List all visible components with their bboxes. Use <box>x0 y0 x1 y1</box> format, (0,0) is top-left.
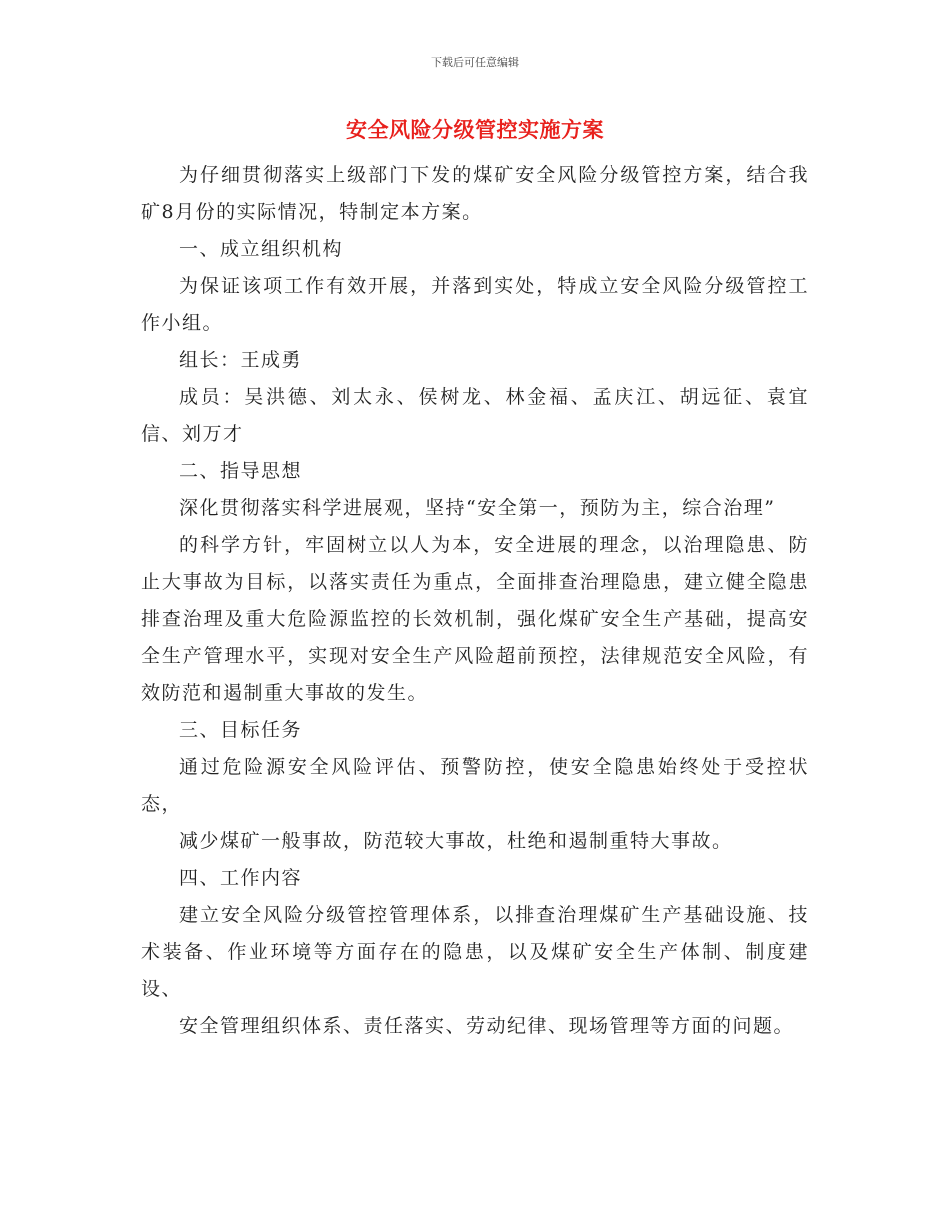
section-heading-4: 四、工作内容 <box>179 867 303 889</box>
paragraph-guiding-2: 的科学方针，牢固树立以人为本，安全进展的理念，以治理隐患、防止大事故为目标，以落实责任为重点，全面排查治理隐患，建立健全隐患排查治理及重大危险源监控的长效机制，强化煤矿安全生产基础，提高安全生产管理水平，实现对安全生产风险超前预控，法律规范安全风险，有效防范和遏制重大事故的发生。 <box>141 534 809 704</box>
paragraph-goal-2: 减少煤矿一般事故，防范较大事故，杜绝和遏制重特大事故。 <box>179 830 733 852</box>
paragraph-guiding-1: 深化贯彻落实科学进展观，坚持“安全第一，预防为主，综合治理” <box>179 497 776 519</box>
paragraph-members: 成员：吴洪德、刘太永、侯树龙、林金福、孟庆江、胡远征、袁宜信、刘万才 <box>141 386 809 445</box>
section-heading-2: 二、指导思想 <box>179 460 303 482</box>
paragraph-organization: 为保证该项工作有效开展，并落到实处，特成立安全风险分级管控工作小组。 <box>141 275 809 334</box>
document-body <box>141 157 809 1045</box>
paragraph-work-2: 安全管理组织体系、责任落实、劳动纪律、现场管理等方面的问题。 <box>179 1015 795 1037</box>
paragraph-goal-1: 通过危险源安全风险评估、预警防控，使安全隐患始终处于受控状态， <box>141 756 809 815</box>
section-heading-3: 三、目标任务 <box>179 719 303 741</box>
section-heading-1: 一、成立组织机构 <box>179 238 344 260</box>
document-title: 安全风险分级管控实施方案 <box>346 118 604 142</box>
paragraph-leader: 组长：王成勇 <box>179 349 303 371</box>
paragraph-intro: 为仔细贯彻落实上级部门下发的煤矿安全风险分级管控方案，结合我矿8月份的实际情况，特制定本方案。 <box>141 164 809 223</box>
header-note: 下载后可任意编辑 <box>431 56 519 69</box>
paragraph-work-1: 建立安全风险分级管控管理体系，以排查治理煤矿生产基础设施、技术装备、作业环境等方面存在的隐患，以及煤矿安全生产体制、制度建设、 <box>141 904 809 1000</box>
